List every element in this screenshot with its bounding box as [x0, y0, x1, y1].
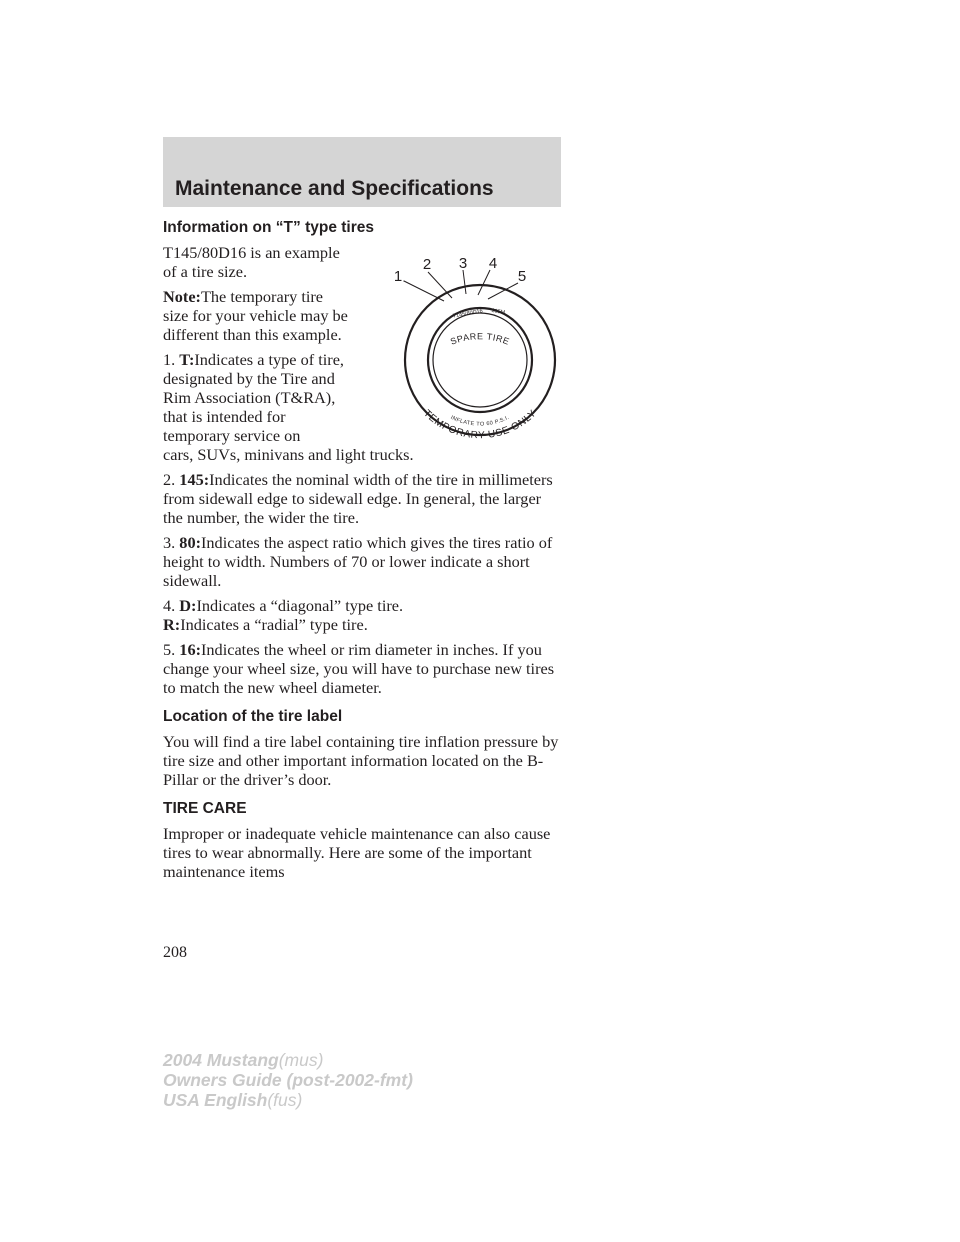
- tire-label-text: You will find a tire label containing tire inflation pressure by tire size and other important information located on the B-Pillar or the driver’s door.: [163, 732, 559, 789]
- intro-text: T145/80D16 is an example of a tire size.: [163, 243, 340, 281]
- tire-size-diagram: [380, 250, 560, 465]
- footer-model-code: (mus): [278, 1050, 324, 1070]
- item-r: [163, 615, 563, 634]
- tire-inner-ring: [428, 308, 532, 412]
- callout-3: [455, 254, 471, 272]
- note-text: The temporary tire size for your vehicle may be different than this example.: [163, 287, 348, 344]
- callout-2: [419, 255, 435, 273]
- heading-tire-label-location: Location of the tire label: [163, 708, 343, 725]
- item-1-term: T:: [179, 350, 195, 369]
- inflate-text: INFLATE TO 60 P.S.I.: [449, 414, 511, 428]
- footer-language: USA English: [163, 1090, 268, 1110]
- header-bar: [163, 137, 561, 207]
- item-3-text: Indicates the aspect ratio which gives the tires ratio of height to width. Numbers of 70 or lower indicate a short sidewall.: [163, 533, 553, 590]
- item-1-number: 1.: [163, 350, 176, 369]
- item-5-term: 16:: [179, 640, 201, 659]
- item-4-text: Indicates a “diagonal” type tire.: [196, 596, 404, 615]
- footer-model: 2004 Mustang: [163, 1050, 279, 1070]
- item-3: [163, 533, 563, 590]
- page-number: 208: [163, 944, 187, 961]
- footer-meta: [163, 1050, 413, 1110]
- item-2: [163, 470, 563, 527]
- item-1-text-continued: cars, SUVs, minivans and light trucks.: [163, 445, 414, 464]
- note-label: Note:: [163, 287, 201, 306]
- heading-tire-care: TIRE CARE: [163, 800, 247, 817]
- item-3-term: 80:: [179, 533, 201, 552]
- rim-circle: [433, 313, 527, 407]
- item-5: [163, 640, 563, 697]
- item-r-term: R:: [163, 615, 181, 634]
- svg-text:5: 5: [517, 268, 527, 285]
- narrow-column: [163, 243, 348, 445]
- heading-t-type-tires: Information on “T” type tires: [163, 219, 374, 236]
- item-1-narrow: [163, 350, 348, 445]
- item-5-text: Indicates the wheel or rim diameter in inches. If you change your wheel size, you will have to purchase new tires to match the new wheel diameter.: [163, 640, 555, 697]
- callout-1: [390, 267, 406, 285]
- svg-text:3: 3: [458, 255, 468, 272]
- callout-4: [485, 254, 501, 272]
- item-2-text: Indicates the nominal width of the tire in millimeters from sidewall edge to sidewall edge. In general, the larger the number, the wider the tire.: [163, 470, 553, 527]
- spare-tire-text: SPARE TIRE: [449, 331, 511, 347]
- load-index-text: 105M: [490, 307, 506, 317]
- callout-lines: [402, 270, 518, 301]
- temporary-use-text: TEMPORARY USE ONLY: [421, 407, 539, 442]
- tire-size-text: T145/80D16: [452, 308, 484, 320]
- footer-language-code: (fus): [267, 1090, 303, 1110]
- section-title: Maintenance and Specifications: [175, 177, 494, 200]
- item-5-number: 5.: [163, 640, 176, 659]
- item-2-term: 145:: [179, 470, 210, 489]
- callout-5: [514, 267, 530, 285]
- item-r-text: Indicates a “radial” type tire.: [180, 615, 368, 634]
- svg-text:4: 4: [488, 255, 498, 272]
- svg-text:1: 1: [393, 268, 403, 285]
- item-1-text: Indicates a type of tire, designated by the Tire and Rim Association (T&RA), that is intended for temporary service on: [163, 350, 345, 445]
- footer-line-1: [163, 1050, 413, 1070]
- footer-line-2: Owners Guide (post-2002-fmt): [163, 1070, 413, 1090]
- footer-line-3: [163, 1090, 413, 1110]
- item-2-number: 2.: [163, 470, 176, 489]
- tire-care-text: Improper or inadequate vehicle maintenance can also cause tires to wear abnormally. Here are some of the important maintenance items: [163, 824, 551, 881]
- svg-text:2: 2: [422, 256, 432, 273]
- item-4-number: 4.: [163, 596, 176, 615]
- item-3-number: 3.: [163, 533, 176, 552]
- item-4: [163, 596, 563, 615]
- note-paragraph: [163, 287, 348, 344]
- item-4-term: D:: [179, 596, 197, 615]
